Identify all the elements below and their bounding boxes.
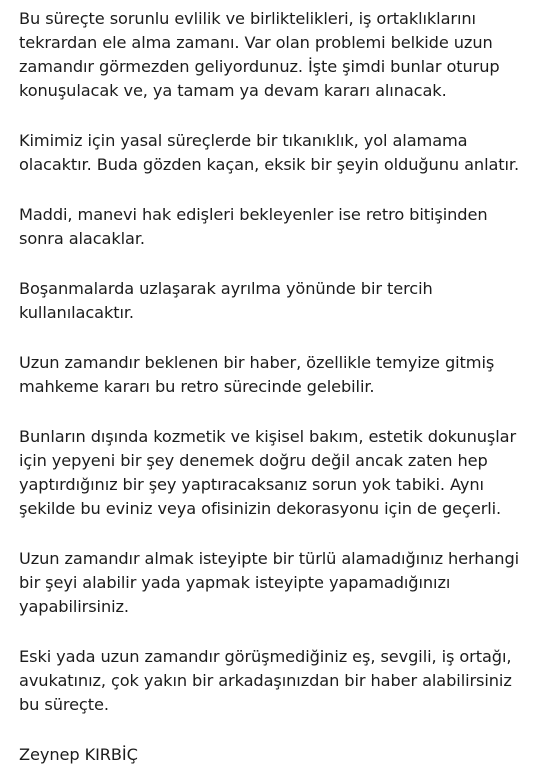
- text-line: konuşulacak ve, ya tamam ya devam kararı alınacak.: [19, 81, 447, 100]
- text-line: kullanılacaktır.: [19, 303, 134, 322]
- text-line: Eski yada uzun zamandır görüşmediğiniz eş, sevgili, iş ortağı,: [19, 647, 512, 666]
- text-line: mahkeme kararı bu retro sürecinde gelebilir.: [19, 377, 375, 396]
- text-line: Kimimiz için yasal süreçlerde bir tıkanıklık, yol alamama: [19, 131, 468, 150]
- text-line: zamandır görmezden geliyordunuz. İşte şimdi bunlar oturup: [19, 57, 500, 76]
- post-body: [19, 7, 544, 767]
- text-line: Bunların dışında kozmetik ve kişisel bakım, estetik dokunuşlar: [19, 427, 517, 446]
- paragraph-3: [19, 203, 544, 251]
- author-signature: [19, 743, 544, 767]
- text-line: için yepyeni bir şey denemek doğru değil ancak zaten hep: [19, 451, 488, 470]
- text-line: avukatınız, çok yakın bir arkadaşınızdan bir haber alabilirsiniz: [19, 671, 512, 690]
- text-line: Bu süreçte sorunlu evlilik ve birliktelikleri, iş ortaklıklarını: [19, 9, 476, 28]
- paragraph-6: [19, 425, 544, 521]
- paragraph-8: [19, 645, 544, 717]
- text-line: yaptırdığınız bir şey yaptıracaksanız sorun yok tabiki. Aynı: [19, 475, 484, 494]
- text-line: şekilde bu eviniz veya ofisinizin dekorasyonu için de geçerli.: [19, 499, 502, 518]
- text-line: sonra alacaklar.: [19, 229, 145, 248]
- paragraph-4: [19, 277, 544, 325]
- text-line: yapabilirsiniz.: [19, 597, 129, 616]
- signature-text: Zeynep KIRBİÇ: [19, 745, 138, 764]
- text-line: Boşanmalarda uzlaşarak ayrılma yönünde bir tercih: [19, 279, 433, 298]
- text-line: bu süreçte.: [19, 695, 109, 714]
- text-line: bir şeyi alabilir yada yapmak isteyipte yapamadığınızı: [19, 573, 451, 592]
- paragraph-2: [19, 129, 544, 177]
- text-line: tekrardan ele alma zamanı. Var olan problemi belkide uzun: [19, 33, 493, 52]
- text-line: olacaktır. Buda gözden kaçan, eksik bir şeyin olduğunu anlatır.: [19, 155, 520, 174]
- paragraph-5: [19, 351, 544, 399]
- paragraph-7: [19, 547, 544, 619]
- text-line: Uzun zamandır almak isteyipte bir türlü alamadığınız herhangi: [19, 549, 520, 568]
- text-line: Uzun zamandır beklenen bir haber, özellikle temyize gitmiş: [19, 353, 495, 372]
- paragraph-1: [19, 7, 544, 103]
- text-line: Maddi, manevi hak edişleri bekleyenler ise retro bitişinden: [19, 205, 488, 224]
